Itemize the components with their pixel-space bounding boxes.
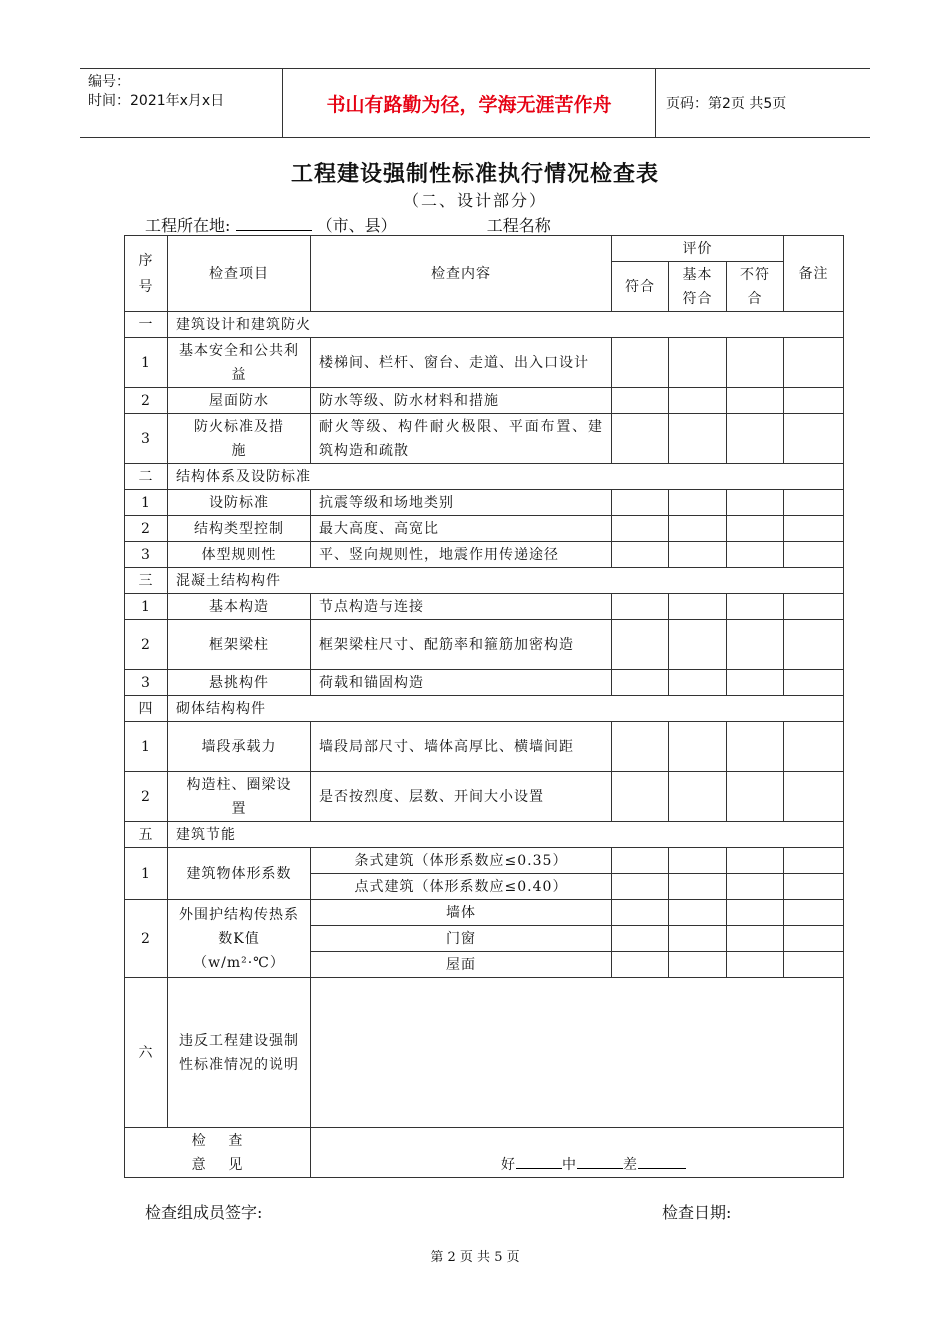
rating-conform-cell[interactable] <box>612 952 669 978</box>
opinion-row <box>125 1128 844 1178</box>
row-item: 防火标准及措施 <box>168 414 311 464</box>
members-signature-label: 检查组成员签字: <box>145 1203 263 1222</box>
row-num: 2 <box>125 620 168 670</box>
rating-basic-cell[interactable] <box>669 722 727 772</box>
section-row <box>125 696 844 722</box>
row-item: 设防标准 <box>168 490 311 516</box>
header-rating: 评价 <box>612 236 784 262</box>
row-num: 3 <box>125 542 168 568</box>
rating-basic-cell[interactable] <box>669 874 727 900</box>
row-content: 平、竖向规则性，地震作用传递途径 <box>311 542 612 568</box>
rating-conform-cell[interactable] <box>612 490 669 516</box>
section-title: 混凝土结构构件 <box>168 568 844 594</box>
header-motto: 书山有路勤为径，学海无涯苦作舟 <box>282 69 656 137</box>
rating-conform-cell[interactable] <box>612 620 669 670</box>
row-num: 3 <box>125 670 168 696</box>
remark-cell[interactable] <box>784 542 844 568</box>
row-num: 1 <box>125 722 168 772</box>
rating-not-cell[interactable] <box>727 594 784 620</box>
row-item: 外围护结构传热系数K值 （w/m²·℃） <box>168 900 311 978</box>
row-item-unit: （w/m²·℃） <box>193 954 285 971</box>
section-row <box>125 312 844 338</box>
rating-good-label: 好 <box>501 1157 516 1173</box>
table-row <box>125 414 844 464</box>
row-item: 墙段承载力 <box>168 722 311 772</box>
section-row <box>125 568 844 594</box>
header-conform: 符合 <box>612 262 669 312</box>
page-number: 第 2 页 共 5 页 <box>430 1250 520 1265</box>
row-num: 2 <box>125 772 168 822</box>
rating-not-cell[interactable] <box>727 490 784 516</box>
remark-cell[interactable] <box>784 594 844 620</box>
table-row <box>125 338 844 388</box>
row-item: 建筑物体形系数 <box>168 848 311 900</box>
document-subtitle: （二、设计部分） <box>402 191 547 210</box>
rating-basic-cell[interactable] <box>669 926 727 952</box>
row-num: 1 <box>125 490 168 516</box>
table-row <box>125 900 844 926</box>
row-num: 3 <box>125 414 168 464</box>
header-not-conform: 不符合 <box>727 262 784 312</box>
row-num: 2 <box>125 388 168 414</box>
remark-cell[interactable] <box>784 516 844 542</box>
number-label: 编号： <box>88 74 130 90</box>
table-row <box>125 620 844 670</box>
rating-conform-cell[interactable] <box>612 516 669 542</box>
row-content: 门窗 <box>311 926 612 952</box>
rating-not-cell[interactable] <box>727 926 784 952</box>
row-num: 1 <box>125 338 168 388</box>
header-item: 检查项目 <box>168 236 311 312</box>
section-title: 建筑节能 <box>168 822 844 848</box>
rating-basic-cell[interactable] <box>669 516 727 542</box>
row-item: 违反工程建设强制性标准情况的说明 <box>168 978 311 1128</box>
table-row <box>125 722 844 772</box>
location-blank[interactable] <box>236 215 312 231</box>
row-content: 屋面 <box>311 952 612 978</box>
rating-basic-cell[interactable] <box>669 594 727 620</box>
rating-not-cell[interactable] <box>727 414 784 464</box>
remark-cell[interactable] <box>784 874 844 900</box>
table-row <box>125 594 844 620</box>
section-num: 四 <box>125 696 168 722</box>
row-content: 最大高度、高宽比 <box>311 516 612 542</box>
rating-conform-cell[interactable] <box>612 772 669 822</box>
section-title: 砌体结构构件 <box>168 696 844 722</box>
page-header <box>80 68 870 138</box>
table-row <box>125 490 844 516</box>
remark-cell[interactable] <box>784 926 844 952</box>
header-page-code: 页码：第2页 共5页 <box>666 96 787 112</box>
rating-basic-cell[interactable] <box>669 952 727 978</box>
remark-cell[interactable] <box>784 414 844 464</box>
rating-conform-cell[interactable] <box>612 414 669 464</box>
rating-conform-cell[interactable] <box>612 670 669 696</box>
time-label: 时间：2021年x月x日 <box>88 93 225 109</box>
inspection-date-label: 检查日期: <box>662 1203 732 1222</box>
row-num: 2 <box>125 516 168 542</box>
violation-row <box>125 978 844 1128</box>
opinion-rating <box>311 1128 844 1178</box>
opinion-label: 检 查 意 见 <box>125 1128 311 1178</box>
table-row <box>125 516 844 542</box>
rating-basic-cell[interactable] <box>669 670 727 696</box>
rating-basic-cell[interactable] <box>669 772 727 822</box>
rating-basic-cell[interactable] <box>669 542 727 568</box>
section-num: 五 <box>125 822 168 848</box>
project-name-label: 工程名称 <box>486 216 551 235</box>
rating-conform-cell[interactable] <box>612 848 669 874</box>
rating-not-cell[interactable] <box>727 516 784 542</box>
row-item: 屋面防水 <box>168 388 311 414</box>
rating-conform-cell[interactable] <box>612 722 669 772</box>
row-content: 荷载和锚固构造 <box>311 670 612 696</box>
rating-not-cell[interactable] <box>727 388 784 414</box>
remark-cell[interactable] <box>784 722 844 772</box>
rating-not-cell[interactable] <box>727 772 784 822</box>
rating-not-cell[interactable] <box>727 670 784 696</box>
row-content: 楼梯间、栏杆、窗台、走道、出入口设计 <box>311 338 612 388</box>
rating-not-cell[interactable] <box>727 900 784 926</box>
rating-conform-cell[interactable] <box>612 338 669 388</box>
remark-cell[interactable] <box>784 338 844 388</box>
document-title: 工程建设强制性标准执行情况检查表 <box>290 162 659 187</box>
rating-not-cell[interactable] <box>727 952 784 978</box>
rating-basic-cell[interactable] <box>669 490 727 516</box>
row-content: 防水等级、防水材料和措施 <box>311 388 612 414</box>
inspection-table <box>124 235 844 1178</box>
rating-conform-cell[interactable] <box>612 542 669 568</box>
rating-not-cell[interactable] <box>727 542 784 568</box>
rating-bad-blank[interactable] <box>638 1153 686 1169</box>
header-basic-conform: 基本符合 <box>669 262 727 312</box>
table-row <box>125 542 844 568</box>
location-line <box>145 213 551 236</box>
header-meta <box>88 73 284 111</box>
section-num: 一 <box>125 312 168 338</box>
section-num: 二 <box>125 464 168 490</box>
row-content: 点式建筑（体形系数应≤0.40） <box>311 874 612 900</box>
header-remark: 备注 <box>784 236 844 312</box>
row-item: 基本安全和公共利益 <box>168 338 311 388</box>
violation-description-cell[interactable] <box>311 978 844 1128</box>
rating-basic-cell[interactable] <box>669 848 727 874</box>
rating-conform-cell[interactable] <box>612 594 669 620</box>
remark-cell[interactable] <box>784 772 844 822</box>
remark-cell[interactable] <box>784 848 844 874</box>
remark-cell[interactable] <box>784 900 844 926</box>
row-num: 六 <box>125 978 168 1128</box>
row-content: 耐火等级、构件耐火极限、平面布置、建筑构造和疏散 <box>311 414 612 464</box>
rating-basic-cell[interactable] <box>669 338 727 388</box>
remark-cell[interactable] <box>784 670 844 696</box>
row-num: 1 <box>125 594 168 620</box>
rating-not-cell[interactable] <box>727 620 784 670</box>
rating-mid-label: 中 <box>562 1157 577 1173</box>
rating-basic-cell[interactable] <box>669 900 727 926</box>
header-seq: 序号 <box>125 236 168 312</box>
section-num: 三 <box>125 568 168 594</box>
row-item: 结构类型控制 <box>168 516 311 542</box>
table-row <box>125 772 844 822</box>
rating-bad-label: 差 <box>623 1157 638 1173</box>
row-content: 抗震等级和场地类别 <box>311 490 612 516</box>
rating-not-cell[interactable] <box>727 874 784 900</box>
header-content: 检查内容 <box>311 236 612 312</box>
remark-cell[interactable] <box>784 952 844 978</box>
rating-conform-cell[interactable] <box>612 388 669 414</box>
row-content: 节点构造与连接 <box>311 594 612 620</box>
rating-not-cell[interactable] <box>727 722 784 772</box>
section-title: 结构体系及设防标准 <box>168 464 844 490</box>
rating-not-cell[interactable] <box>727 848 784 874</box>
row-content: 墙段局部尺寸、墙体高厚比、横墙间距 <box>311 722 612 772</box>
row-item: 体型规则性 <box>168 542 311 568</box>
rating-good-blank[interactable] <box>516 1153 562 1169</box>
table-row <box>125 388 844 414</box>
remark-cell[interactable] <box>784 388 844 414</box>
rating-not-cell[interactable] <box>727 338 784 388</box>
row-content: 框架梁柱尺寸、配筋率和箍筋加密构造 <box>311 620 612 670</box>
rating-conform-cell[interactable] <box>612 874 669 900</box>
row-num: 1 <box>125 848 168 900</box>
row-num: 2 <box>125 900 168 978</box>
section-title: 建筑设计和建筑防火 <box>168 312 844 338</box>
section-row <box>125 822 844 848</box>
row-content: 是否按烈度、层数、开间大小设置 <box>311 772 612 822</box>
row-item: 悬挑构件 <box>168 670 311 696</box>
location-unit: （市、县） <box>316 216 397 235</box>
rating-conform-cell[interactable] <box>612 926 669 952</box>
row-content: 墙体 <box>311 900 612 926</box>
rating-conform-cell[interactable] <box>612 900 669 926</box>
table-row <box>125 670 844 696</box>
remark-cell[interactable] <box>784 490 844 516</box>
row-item: 构造柱、圈梁设置 <box>168 772 311 822</box>
rating-basic-cell[interactable] <box>669 620 727 670</box>
section-row <box>125 464 844 490</box>
remark-cell[interactable] <box>784 620 844 670</box>
row-item: 框架梁柱 <box>168 620 311 670</box>
row-item: 基本构造 <box>168 594 311 620</box>
location-label: 工程所在地: <box>145 216 231 235</box>
rating-basic-cell[interactable] <box>669 388 727 414</box>
rating-basic-cell[interactable] <box>669 414 727 464</box>
row-content: 条式建筑（体形系数应≤0.35） <box>311 848 612 874</box>
table-row <box>125 848 844 874</box>
rating-mid-blank[interactable] <box>577 1153 623 1169</box>
